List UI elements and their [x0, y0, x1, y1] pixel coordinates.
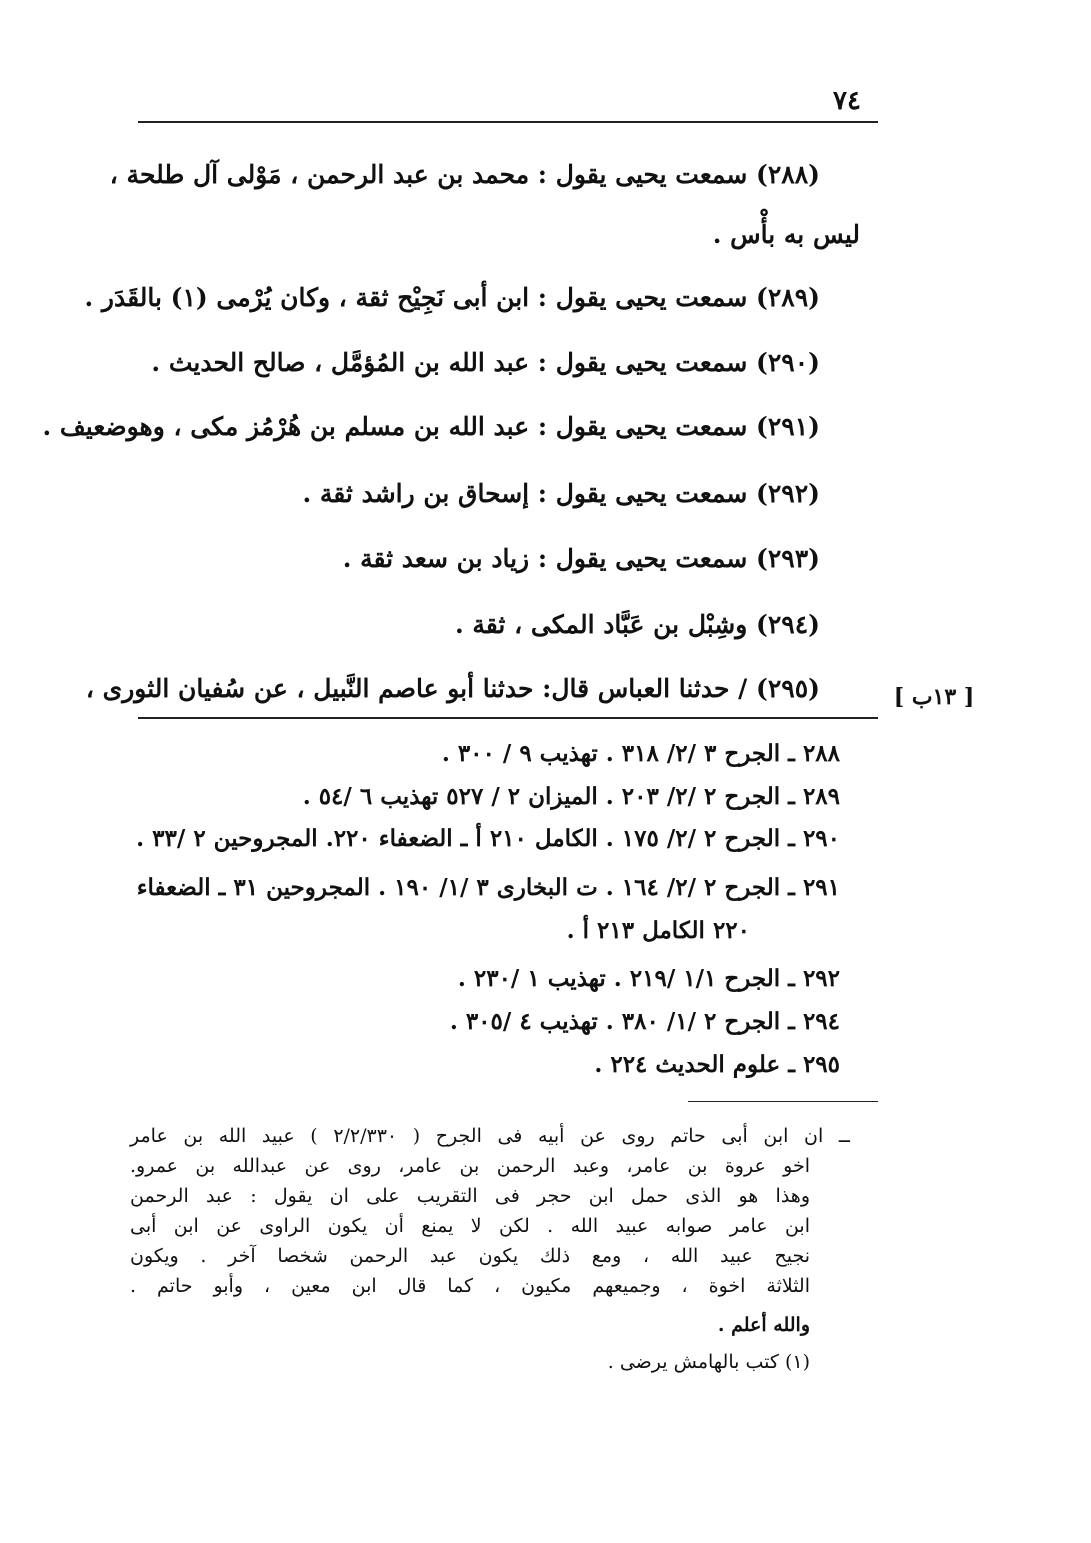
footnote-line-3: وهذا هو الذى حمل ابن حجر فى التقريب على ان يقول : عبد الرحمن	[130, 1185, 810, 1207]
entry-288: (٢٨٨) سمعت يحيى يقول : محمد بن عبد الرحمن ، مَوْلى آل طلحة ،	[109, 160, 820, 189]
footnote-line-1: ــ ان ابن أبى حاتم روى عن أبيه فى الجرح ( ٢/٢/٣٣٠ ) عبيد الله بن عامر	[130, 1125, 850, 1147]
footnote-line-2: اخو عروة بن عامر، وعبد الرحمن بن عامر، روى عن عبدالله بن عمرو.	[130, 1155, 810, 1177]
reference-288: ٢٨٨ ـ الجرح ٣ /٢/ ٣١٨ . تهذيب ٩ / ٣٠٠ .	[441, 740, 840, 767]
entry-290: (٢٩٠) سمعت يحيى يقول : عبد الله بن المُؤمَّل ، صالح الحديث .	[151, 348, 820, 377]
footnote-line-4: ابن عامر صوابه عبيد الله . لكن لا يمنع أن يكون الراوى عن ابن أبى	[130, 1215, 810, 1237]
references-rule	[138, 717, 878, 719]
entry-295: (٢٩٥) / حدثنا العباس قال: حدثنا أبو عاصم النَّبيل ، عن سُفيان الثورى ،	[85, 674, 820, 703]
entry-292: (٢٩٢) سمعت يحيى يقول : إسحاق بن راشد ثقة .	[302, 479, 820, 508]
margin-folio-note: [ ١٣ب ]	[893, 684, 975, 710]
reference-292: ٢٩٢ ـ الجرح ١/١ /٢١٩ . تهذيب ١ /٢٣٠ .	[457, 965, 840, 992]
entry-289: (٢٨٩) سمعت يحيى يقول : ابن أبى نَجِيْح ثقة ، وكان يُرْمى (١) بالقَدَر .	[84, 283, 820, 312]
reference-291-continued: ٢٢٠ الكامل ٢١٣ أ .	[566, 917, 750, 944]
reference-291: ٢٩١ ـ الجرح ٢ /٢/ ١٦٤ . ت البخارى ٣ /١/ ١٩٠ . المجروحين ٣١ ـ الضعفاء	[136, 874, 840, 901]
entry-291: (٢٩١) سمعت يحيى يقول : عبد الله بن مسلم بن هُرْمُز مكى ، وهوضعيف .	[42, 412, 820, 441]
header-rule	[138, 121, 878, 123]
reference-294: ٢٩٤ ـ الجرح ٢ /١/ ٣٨٠ . تهذيب ٤ /٣٠٥ .	[449, 1008, 840, 1035]
reference-289: ٢٨٩ ـ الجرح ٢ /٢/ ٢٠٣ . الميزان ٢ / ٥٢٧ تهذيب ٦ /٥٤ .	[302, 783, 840, 810]
entry-294: (٢٩٤) وشِبْل بن عَبَّاد المكى ، ثقة .	[454, 610, 820, 639]
footnote-closing: والله أعلم .	[717, 1314, 810, 1336]
footnote-1: (١) كتب بالهامش يرضى .	[607, 1351, 810, 1373]
footnote-rule	[688, 1101, 878, 1102]
footnote-line-5: نجيح عبيد الله ، ومع ذلك يكون عبد الرحمن شخصا آخر . ويكون	[130, 1245, 810, 1267]
reference-290: ٢٩٠ ـ الجرح ٢ /٢/ ١٧٥ . الكامل ٢١٠ أ ـ الضعفاء ٢٢٠. المجروحين ٢ /٣٣ .	[136, 825, 840, 852]
footnote-line-6: الثلاثة اخوة ، وجميعهم مكيون ، كما قال ابن معين ، وأبو حاتم .	[130, 1275, 810, 1297]
entry-288-continued: ليس به بأْس .	[712, 220, 860, 249]
entry-293: (٢٩٣) سمعت يحيى يقول : زياد بن سعد ثقة .	[342, 544, 820, 573]
page-number: ٧٤	[833, 86, 861, 116]
reference-295: ٢٩٥ ـ علوم الحديث ٢٢٤ .	[594, 1051, 840, 1078]
